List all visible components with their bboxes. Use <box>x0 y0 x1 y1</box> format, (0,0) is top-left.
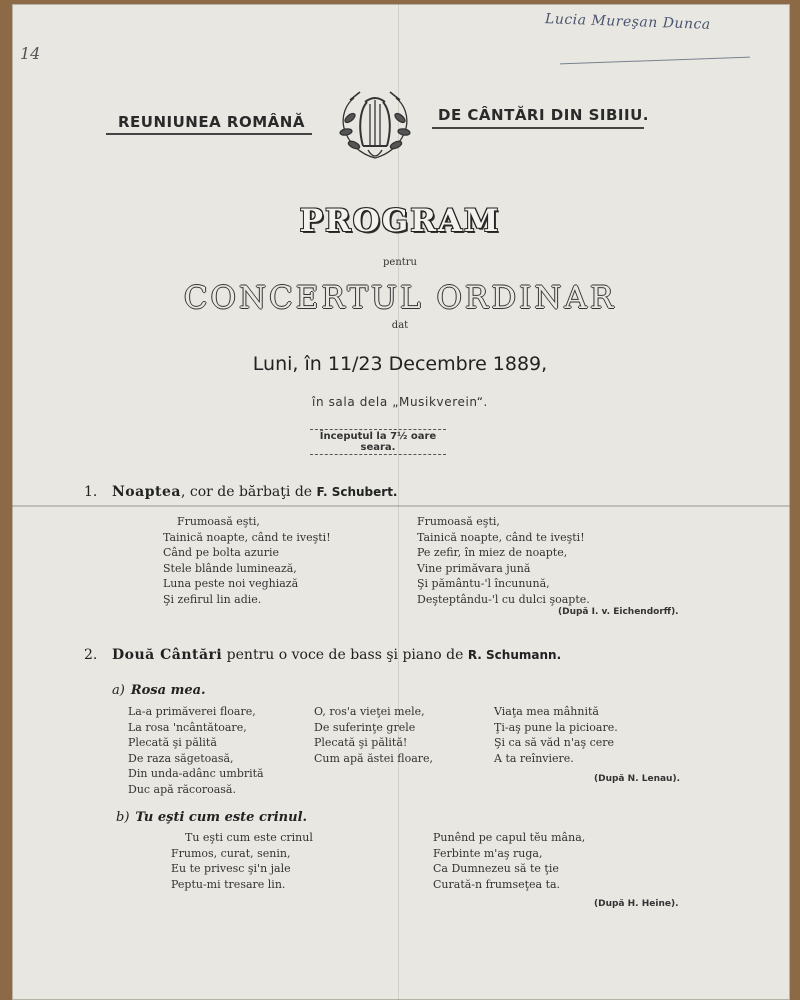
song-b-poet-credit: (După H. Heine). <box>594 899 679 909</box>
society-underline-left <box>106 133 312 135</box>
song-name: Rosa mea. <box>130 683 206 698</box>
composer-name: R. Schumann. <box>467 648 562 662</box>
song-a-verse-1: La-a primăverei floare, La rosa 'ncântătoare, Plecată şi pălită De raza săgetoasă, Din unda-adânc umbrită Duc apă răcoroasă. <box>128 705 264 796</box>
song-name: Tu eşti cum este crinul. <box>135 810 308 825</box>
song-b-verse-left: Tu eşti cum este crinul Frumos, curat, senin, Eu te privesc şi'n jale Peptu-mi tresare lin. <box>171 831 313 891</box>
program-item-1-title <box>84 484 397 500</box>
concert-venue: în sala dela „Musikverein“. <box>312 395 488 409</box>
corner-handwritten-mark: 14 <box>20 44 41 63</box>
song-b-verse-right: Punênd pe capul tĕu mâna, Ferbinte m'aş ruga, Ca Dumnezeu să te ţie Curată-n frumseţea ta. <box>433 831 586 891</box>
song-a-title <box>112 683 206 698</box>
piece-description: , cor de bărbaţi de <box>180 484 317 500</box>
program-heading: PROGRAM <box>299 203 501 239</box>
handwritten-signature: Lucia Mureşan Dunca <box>544 11 711 33</box>
piece-description: pentru o voce de bass şi piano de <box>222 647 468 663</box>
horizontal-fold-crease <box>12 505 790 507</box>
song-a-verse-3: Viaţa mea mâhnită Ţi-aş pune la picioare. Şi ca să văd n'aş cere A ta reînviere. <box>494 705 618 765</box>
song-a-poet-credit: (După N. Lenau). <box>594 774 680 784</box>
society-underline-right <box>432 127 644 129</box>
song-b-title <box>116 810 307 825</box>
concert-heading: CONCERTUL ORDINAR <box>183 280 617 316</box>
dat-text: dat <box>391 320 409 331</box>
song-letter: a) <box>112 683 125 698</box>
concert-date: Luni, în 11/23 Decembre 1889, <box>252 353 548 375</box>
pentru-text: pentru <box>383 257 417 268</box>
start-time-banner: Începutul la 7½ oare seara. <box>310 429 446 455</box>
program-item-2-title <box>84 647 561 663</box>
song-letter: b) <box>116 810 130 825</box>
item-1-verse-right: Frumoasă eşti, Tainică noapte, când te iveşti! Pe zefir, în miez de noapte, Vine primăvara jună Şi pământu-'l încunună, Deşteptându-'l cu dulci şoapte. <box>417 515 590 606</box>
item-1-poet-credit: (După I. v. Eichendorff). <box>558 607 679 617</box>
item-1-verse-left: Frumoasă eşti, Tainică noapte, când te iveşti! Când pe bolta azurie Stele blânde luminează, Luna peste noi veghiază Şi zefirul lin adie. <box>163 515 331 606</box>
composer-name: F. Schubert. <box>316 485 398 499</box>
song-a-verse-2: O, ros'a vieţei mele, De suferinţe grele Plecată şi pălită! Cum apă ăstei floare, <box>314 705 434 765</box>
piece-name: Două Cântări <box>112 647 223 663</box>
item-number: 1. <box>84 484 98 500</box>
lyre-emblem-icon <box>330 88 420 166</box>
item-number: 2. <box>84 647 98 663</box>
society-name-left: REUNIUNEA ROMÂNĂ <box>118 113 305 131</box>
society-name-right: DE CÂNTĂRI DIN SIBIIU. <box>438 106 649 124</box>
piece-name: Noaptea <box>112 484 181 500</box>
